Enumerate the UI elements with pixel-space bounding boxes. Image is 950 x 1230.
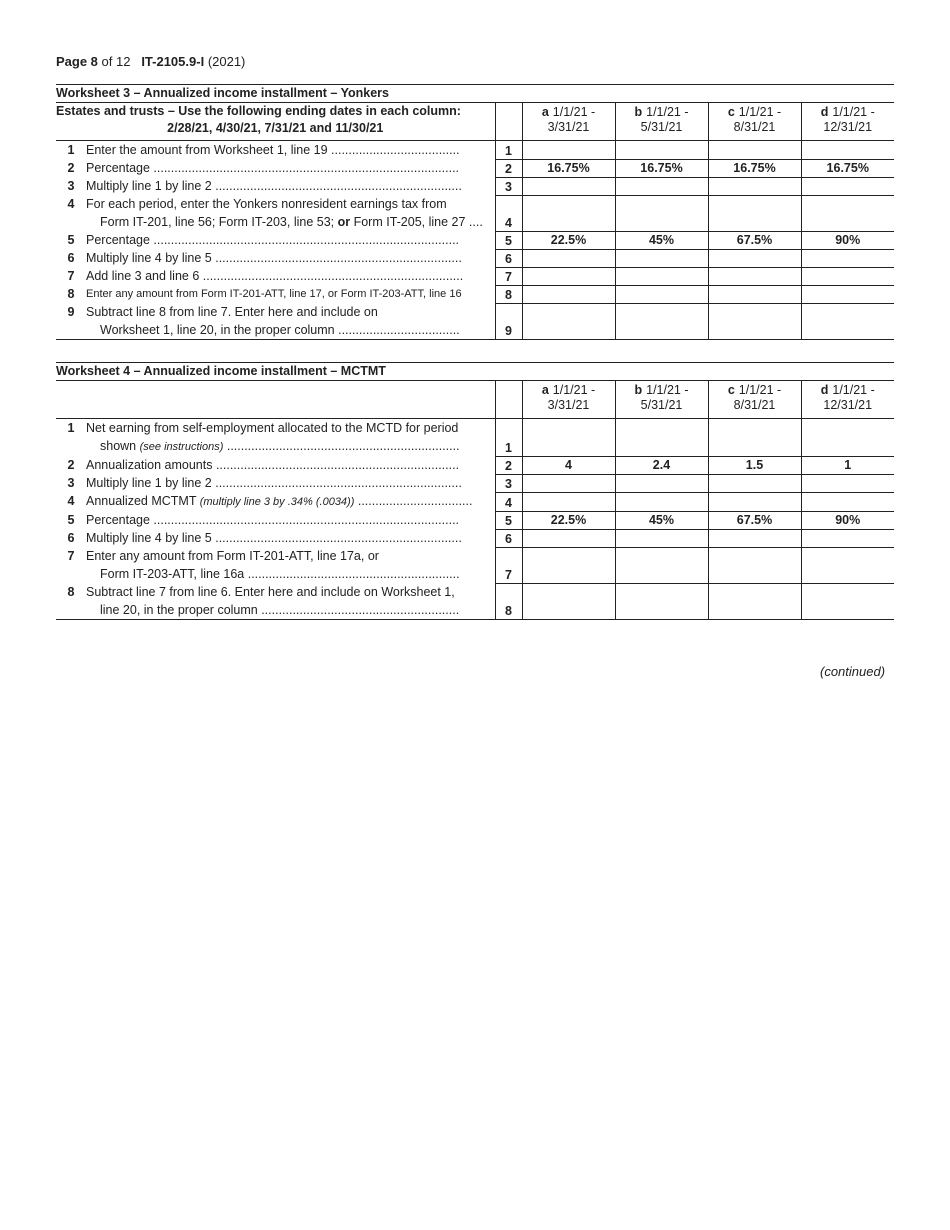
line-desc: Percentage ........................................................................................ — [86, 161, 460, 175]
entry-cell[interactable] — [801, 267, 894, 285]
entry-cell[interactable] — [801, 492, 894, 511]
entry-cell[interactable] — [801, 529, 894, 547]
column-d-header — [801, 381, 894, 419]
line-description — [86, 249, 495, 267]
column-end: 3/31/21 — [547, 398, 590, 412]
line-desc: Add line 3 and line 6 ........................................................................... — [86, 269, 464, 283]
table-row — [56, 249, 894, 267]
line-desc-cont — [86, 213, 489, 231]
line-desc-text: Annualized MCTMT — [86, 494, 200, 508]
line-box-number: 3 — [495, 474, 522, 492]
entry-cell[interactable]: 16.75% — [615, 159, 708, 177]
line-desc-cont: line 20, in the proper column ......................................................... — [100, 603, 460, 617]
entry-cell[interactable] — [615, 195, 708, 231]
line-number: 4 — [67, 197, 75, 211]
line-box-number: 6 — [495, 249, 522, 267]
entry-cell[interactable] — [708, 195, 801, 231]
line-number: 5 — [67, 233, 75, 247]
line-box-number: 2 — [495, 159, 522, 177]
entry-cell[interactable]: 1 — [801, 456, 894, 474]
entry-cell[interactable] — [522, 474, 615, 492]
line-number: 7 — [67, 269, 75, 283]
column-range: 1/1/21 - — [738, 383, 782, 397]
entry-cell[interactable]: 90% — [801, 511, 894, 529]
entry-cell[interactable]: 22.5% — [522, 511, 615, 529]
line-desc-emph: or — [337, 215, 351, 229]
entry-cell[interactable] — [615, 419, 708, 457]
line-desc: Enter any amount from Form IT-201-ATT, line 17a, or — [86, 549, 379, 563]
entry-cell[interactable] — [708, 583, 801, 620]
entry-cell[interactable] — [615, 303, 708, 340]
line-desc-dots: ................................. — [354, 494, 473, 508]
entry-cell[interactable] — [522, 529, 615, 547]
line-description — [86, 303, 495, 340]
entry-cell[interactable] — [708, 529, 801, 547]
line-box-number: 8 — [495, 583, 522, 620]
column-end: 8/31/21 — [733, 120, 776, 134]
table-row — [56, 456, 894, 474]
entry-cell[interactable]: 22.5% — [522, 231, 615, 249]
estates-note-line1: Estates and trusts – Use the following ending dates in each column: — [56, 104, 461, 118]
line-box-number: 5 — [495, 511, 522, 529]
table-row — [56, 492, 894, 511]
line-number: 3 — [67, 476, 75, 490]
estates-note-line2: 2/28/21, 4/30/21, 7/31/21 and 11/30/21 — [167, 121, 384, 135]
column-c-header — [708, 381, 801, 419]
line-description — [86, 547, 495, 583]
line-desc: Percentage ........................................................................................ — [86, 513, 460, 527]
column-range: 1/1/21 - — [646, 383, 689, 397]
blank-header — [56, 381, 495, 419]
entry-cell[interactable] — [615, 547, 708, 583]
line-box-number: 1 — [495, 141, 522, 160]
line-box-number: 4 — [495, 195, 522, 231]
column-range: 1/1/21 - — [832, 383, 875, 397]
table-row — [56, 474, 894, 492]
entry-cell[interactable] — [615, 267, 708, 285]
column-letter: a — [541, 383, 549, 397]
entry-cell[interactable] — [708, 177, 801, 195]
line-number: 2 — [67, 458, 75, 472]
worksheet-3-header-row — [56, 103, 894, 141]
line-description — [86, 141, 495, 160]
column-range: 1/1/21 - — [646, 105, 689, 119]
line-desc: Multiply line 4 by line 5 ....................................................................... — [86, 251, 462, 265]
line-desc-note: (multiply line 3 by .34% (.0034)) — [199, 496, 355, 508]
table-row — [56, 231, 894, 249]
worksheet-3 — [56, 84, 894, 340]
entry-cell[interactable] — [801, 249, 894, 267]
line-description — [86, 474, 495, 492]
entry-cell[interactable]: 67.5% — [708, 511, 801, 529]
entry-cell[interactable] — [708, 249, 801, 267]
line-desc: Net earning from self-employment allocated to the MCTD for period — [86, 421, 459, 435]
line-number: 1 — [67, 421, 75, 435]
entry-cell[interactable] — [708, 141, 801, 160]
column-end: 5/31/21 — [640, 398, 683, 412]
table-row — [56, 141, 894, 160]
line-description — [86, 285, 495, 303]
line-box-number: 7 — [495, 547, 522, 583]
column-letter: c — [727, 105, 735, 119]
entry-cell[interactable] — [801, 474, 894, 492]
column-a-header — [522, 103, 615, 141]
column-letter: c — [727, 383, 735, 397]
entry-cell[interactable] — [708, 303, 801, 340]
line-desc — [86, 492, 489, 511]
line-box-number: 6 — [495, 529, 522, 547]
line-description — [86, 195, 495, 231]
line-box-number: 9 — [495, 303, 522, 340]
entry-cell[interactable] — [522, 195, 615, 231]
line-description — [86, 583, 495, 620]
column-letter: d — [820, 383, 829, 397]
table-row — [56, 159, 894, 177]
line-desc-cont: Worksheet 1, line 20, in the proper column ................................... — [100, 323, 460, 337]
column-letter: b — [634, 383, 643, 397]
entry-cell[interactable] — [615, 492, 708, 511]
entry-cell[interactable] — [708, 285, 801, 303]
line-number: 6 — [67, 531, 75, 545]
page-header — [56, 54, 245, 69]
table-row — [56, 583, 894, 620]
line-box-number: 3 — [495, 177, 522, 195]
line-description — [86, 159, 495, 177]
table-row — [56, 529, 894, 547]
line-number: 6 — [67, 251, 75, 265]
column-a-header — [522, 381, 615, 419]
line-box-number: 8 — [495, 285, 522, 303]
line-desc-dots: ................................................................... — [223, 439, 460, 453]
entry-cell[interactable]: 1.5 — [708, 456, 801, 474]
entry-cell[interactable] — [522, 419, 615, 457]
entry-cell[interactable]: 16.75% — [708, 159, 801, 177]
line-desc: Enter any amount from Form IT-201-ATT, line 17, or Form IT-203-ATT, line 16 — [86, 288, 462, 300]
entry-cell[interactable] — [801, 583, 894, 620]
line-box-number: 4 — [495, 492, 522, 511]
estates-trusts-note — [56, 103, 495, 141]
line-number: 9 — [56, 303, 86, 340]
column-range: 1/1/21 - — [552, 383, 596, 397]
entry-cell[interactable] — [615, 249, 708, 267]
entry-cell[interactable] — [522, 303, 615, 340]
line-number: 7 — [67, 549, 75, 563]
column-end: 8/31/21 — [733, 398, 776, 412]
table-row — [56, 177, 894, 195]
entry-cell[interactable] — [615, 583, 708, 620]
page-label: Page 8 — [56, 54, 98, 69]
table-row — [56, 195, 894, 231]
continued-note: (continued) — [820, 664, 886, 679]
entry-cell[interactable]: 2.4 — [615, 456, 708, 474]
line-description — [86, 267, 495, 285]
worksheet-4-header-row — [56, 381, 894, 419]
form-id: IT-2105.9-I — [141, 54, 205, 69]
entry-cell[interactable] — [522, 547, 615, 583]
line-desc: For each period, enter the Yonkers nonresident earnings tax from — [86, 197, 447, 211]
line-desc: Subtract line 8 from line 7. Enter here and include on — [86, 305, 378, 319]
column-d-header — [801, 103, 894, 141]
worksheet-3-title: Worksheet 3 – Annualized income installment – Yonkers — [56, 84, 894, 103]
line-desc: Annualization amounts ...................................................................... — [86, 458, 460, 472]
column-end: 12/31/21 — [823, 398, 873, 412]
entry-cell[interactable] — [615, 177, 708, 195]
column-letter: d — [820, 105, 829, 119]
line-desc: Multiply line 4 by line 5 ....................................................................... — [86, 531, 462, 545]
form-year: (2021) — [207, 54, 246, 69]
line-desc-text: shown — [100, 439, 140, 453]
worksheet-4 — [56, 362, 894, 620]
entry-cell[interactable]: 16.75% — [522, 159, 615, 177]
line-desc: Enter the amount from Worksheet 1, line 19 ..................................... — [86, 143, 460, 157]
line-desc: Percentage ........................................................................................ — [86, 233, 460, 247]
line-box-number: 7 — [495, 267, 522, 285]
column-b-header — [615, 103, 708, 141]
worksheet-4-title: Worksheet 4 – Annualized income installment – MCTMT — [56, 362, 894, 381]
line-description — [86, 529, 495, 547]
column-range: 1/1/21 - — [832, 105, 875, 119]
line-desc-dots: Form IT-205, line 27 .... — [350, 215, 483, 229]
line-desc: Multiply line 1 by line 2 ....................................................................... — [86, 179, 462, 193]
entry-cell[interactable] — [522, 267, 615, 285]
column-c-header — [708, 103, 801, 141]
line-number: 5 — [67, 513, 75, 527]
line-description — [86, 419, 495, 457]
entry-cell[interactable] — [522, 492, 615, 511]
entry-cell[interactable] — [522, 141, 615, 160]
line-description — [86, 231, 495, 249]
entry-cell[interactable] — [708, 419, 801, 457]
entry-cell[interactable]: 45% — [615, 511, 708, 529]
entry-cell[interactable] — [708, 474, 801, 492]
line-desc: Subtract line 7 from line 6. Enter here and include on Worksheet 1, — [86, 585, 455, 599]
entry-cell[interactable] — [708, 547, 801, 583]
table-row — [56, 547, 894, 583]
entry-cell[interactable] — [801, 419, 894, 457]
table-row — [56, 419, 894, 457]
line-number: 4 — [67, 494, 75, 508]
column-b-header — [615, 381, 708, 419]
entry-cell[interactable] — [801, 141, 894, 160]
worksheet-3-table — [56, 103, 894, 340]
line-description — [86, 511, 495, 529]
line-box-number: 1 — [495, 419, 522, 457]
entry-cell[interactable] — [801, 177, 894, 195]
line-description — [86, 177, 495, 195]
page-of: of 12 — [101, 54, 131, 69]
entry-cell[interactable] — [708, 267, 801, 285]
line-desc-text: Form IT-201, line 56; Form IT-203, line 53; — [100, 215, 338, 229]
line-desc: Multiply line 1 by line 2 ....................................................................... — [86, 476, 462, 490]
column-range: 1/1/21 - — [552, 105, 596, 119]
line-number: 8 — [56, 583, 86, 620]
entry-cell[interactable] — [801, 303, 894, 340]
column-range: 1/1/21 - — [738, 105, 782, 119]
line-number: 8 — [67, 287, 75, 301]
line-number-header — [495, 103, 522, 141]
entry-cell[interactable] — [522, 249, 615, 267]
line-number: 3 — [67, 179, 75, 193]
entry-cell[interactable]: 45% — [615, 231, 708, 249]
entry-cell[interactable] — [615, 529, 708, 547]
column-letter: a — [541, 105, 549, 119]
column-end: 3/31/21 — [547, 120, 590, 134]
entry-cell[interactable] — [522, 177, 615, 195]
entry-cell[interactable] — [615, 141, 708, 160]
entry-cell[interactable] — [801, 547, 894, 583]
entry-cell[interactable]: 67.5% — [708, 231, 801, 249]
entry-cell[interactable]: 90% — [801, 231, 894, 249]
line-number: 1 — [67, 143, 75, 157]
line-desc-cont: Form IT-203-ATT, line 16a ............................................................. — [100, 567, 460, 581]
entry-cell[interactable] — [522, 583, 615, 620]
table-row — [56, 303, 894, 340]
column-letter: b — [634, 105, 643, 119]
line-description — [86, 492, 495, 511]
line-desc-emph: (see instructions) — [139, 441, 224, 453]
entry-cell[interactable] — [708, 492, 801, 511]
worksheet-4-table — [56, 381, 894, 620]
table-row — [56, 285, 894, 303]
column-end: 12/31/21 — [823, 120, 873, 134]
table-row — [56, 511, 894, 529]
line-number: 2 — [67, 161, 75, 175]
entry-cell[interactable] — [615, 285, 708, 303]
column-end: 5/31/21 — [640, 120, 683, 134]
entry-cell[interactable] — [801, 285, 894, 303]
table-row — [56, 267, 894, 285]
line-number-header — [495, 381, 522, 419]
entry-cell[interactable] — [522, 285, 615, 303]
entry-cell[interactable] — [615, 474, 708, 492]
entry-cell[interactable]: 16.75% — [801, 159, 894, 177]
line-description — [86, 456, 495, 474]
line-box-number: 2 — [495, 456, 522, 474]
entry-cell[interactable]: 4 — [522, 456, 615, 474]
entry-cell[interactable] — [801, 195, 894, 231]
line-desc-cont — [86, 437, 489, 456]
line-box-number: 5 — [495, 231, 522, 249]
